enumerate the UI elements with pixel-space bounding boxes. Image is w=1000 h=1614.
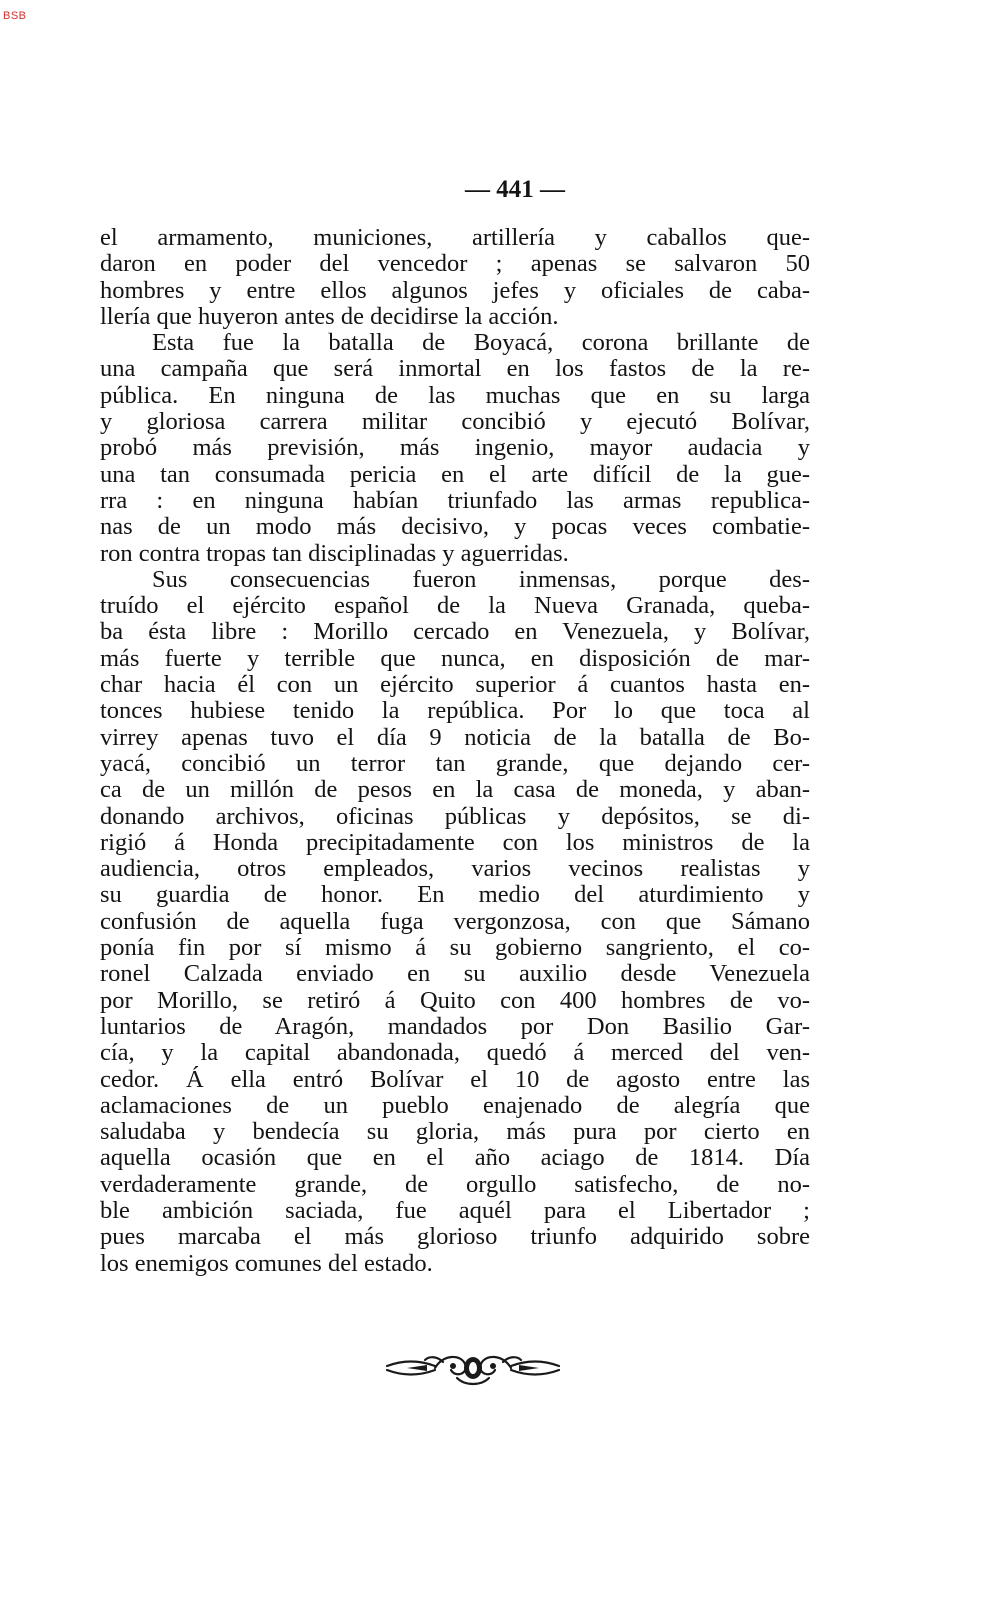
text-line: probó más previsión, más ingenio, mayor audacia y <box>100 434 810 462</box>
text-line: los enemigos comunes del estado. <box>100 1249 433 1277</box>
text-line: rigió á Honda precipitadamente con los ministros de la <box>100 828 810 856</box>
text-line: audiencia, otros empleados, varios vecinos realistas y <box>100 855 810 883</box>
text-line: donando archivos, oficinas públicas y depósitos, se di- <box>100 802 810 830</box>
text-line: pues marcaba el más glorioso triunfo adquirido sobre <box>100 1223 810 1251</box>
text-line: ba ésta libre : Morillo cercado en Venezuela, y Bolívar, <box>100 618 810 646</box>
vignette-ornament-icon <box>383 1348 563 1388</box>
text-line: nas de un modo más decisivo, y pocas veces combatie- <box>100 513 810 541</box>
text-line: el armamento, municiones, artillería y caballos que- <box>100 224 810 251</box>
text-line: ronel Calzada enviado en su auxilio desde Venezuela <box>100 960 810 988</box>
text-line: cía, y la capital abandonada, quedó á merced del ven- <box>100 1039 810 1067</box>
text-line: yacá, concibió un terror tan grande, que dejando cer- <box>100 749 810 777</box>
library-stamp: BSB <box>3 10 27 22</box>
text-line: más fuerte y terrible que nunca, en disposición de mar- <box>100 644 810 672</box>
text-line: aquella ocasión que en el año aciago de 1814. Día <box>100 1144 810 1172</box>
text-line: char hacia él con un ejército superior á cuantos hasta en- <box>100 671 810 699</box>
text-line: ron contra tropas tan disciplinadas y aguerridas. <box>100 539 569 567</box>
text-line: llería que huyeron antes de decidirse la acción. <box>100 302 559 330</box>
text-line: por Morillo, se retiró á Quito con 400 hombres de vo- <box>100 986 810 1014</box>
text-line: luntarios de Aragón, mandados por Don Basilio Gar- <box>100 1012 810 1040</box>
text-line: ponía fin por sí mismo á su gobierno sangriento, el co- <box>100 934 810 962</box>
text-line: ble ambición saciada, fue aquél para el Libertador ; <box>100 1196 810 1224</box>
text-line: confusión de aquella fuga vergonzosa, con que Sámano <box>100 907 810 935</box>
text-line: una campaña que será inmortal en los fastos de la re- <box>100 355 810 383</box>
text-line: hombres y entre ellos algunos jefes y oficiales de caba- <box>100 276 810 304</box>
text-line: una tan consumada pericia en el arte difícil de la gue- <box>100 460 810 488</box>
text-line: cedor. Á ella entró Bolívar el 10 de agosto entre las <box>100 1065 810 1093</box>
text-line: y gloriosa carrera militar concibió y ejecutó Bolívar, <box>100 408 810 436</box>
text-line: daron en poder del vencedor ; apenas se salvaron 50 <box>100 250 810 278</box>
body-text <box>100 225 810 1277</box>
text-line: ca de un millón de pesos en la casa de moneda, y aban- <box>100 776 810 804</box>
text-line: virrey apenas tuvo el día 9 noticia de la batalla de Bo- <box>100 723 810 751</box>
text-line: tonces hubiese tenido la república. Por lo que toca al <box>100 697 810 725</box>
text-line: Sus consecuencias fueron inmensas, porque des- <box>152 565 810 593</box>
text-line: verdaderamente grande, de orgullo satisfecho, de no- <box>100 1170 810 1198</box>
page-number: — 441 — <box>465 176 565 203</box>
text-line: su guardia de honor. En medio del aturdimiento y <box>100 881 810 909</box>
text-line: rra : en ninguna habían triunfado las armas republica- <box>100 486 810 514</box>
text-line: Esta fue la batalla de Boyacá, corona brillante de <box>152 329 810 357</box>
text-line: saludaba y bendecía su gloria, más pura por cierto en <box>100 1118 810 1146</box>
text-line: aclamaciones de un pueblo enajenado de alegría que <box>100 1091 810 1119</box>
text-line: truído el ejército español de la Nueva Granada, queba- <box>100 592 810 620</box>
text-line: pública. En ninguna de las muchas que en su larga <box>100 381 810 409</box>
